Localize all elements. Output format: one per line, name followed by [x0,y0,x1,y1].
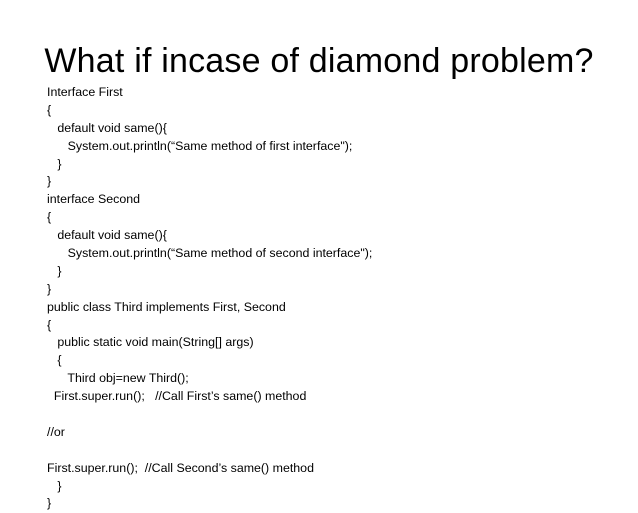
code-line: System.out.println(“Same method of second interface"); [47,246,373,261]
slide-title: What if incase of diamond problem? [44,42,594,80]
code-line: { [47,317,52,332]
code-line: { [47,102,52,117]
code-line: default void same(){ [47,120,167,135]
code-line: Third obj=new Third(); [47,371,189,386]
code-line: //or [47,424,65,439]
code-line: } [47,496,52,511]
code-line: } [47,174,52,189]
code-line: } [47,478,62,493]
code-line: } [47,156,62,171]
code-line: First.super.run(); //Call Second’s same() method [47,460,314,475]
code-line: Interface First [47,85,123,99]
code-line: First.super.run(); //Call First’s same() method [47,389,307,404]
code-block [47,84,607,513]
code-line [47,406,607,424]
code-line: default void same(){ [47,228,167,243]
code-line: interface Second [47,192,140,207]
code-line: } [47,263,62,278]
code-line: public class Third implements First, Second [47,299,286,314]
code-line [47,442,607,460]
code-line: public static void main(String[] args) [47,335,254,350]
code-line: } [47,281,52,296]
code-line: System.out.println(“Same method of first interface"); [47,138,353,153]
code-line: { [47,210,52,225]
code-line: { [47,353,62,368]
